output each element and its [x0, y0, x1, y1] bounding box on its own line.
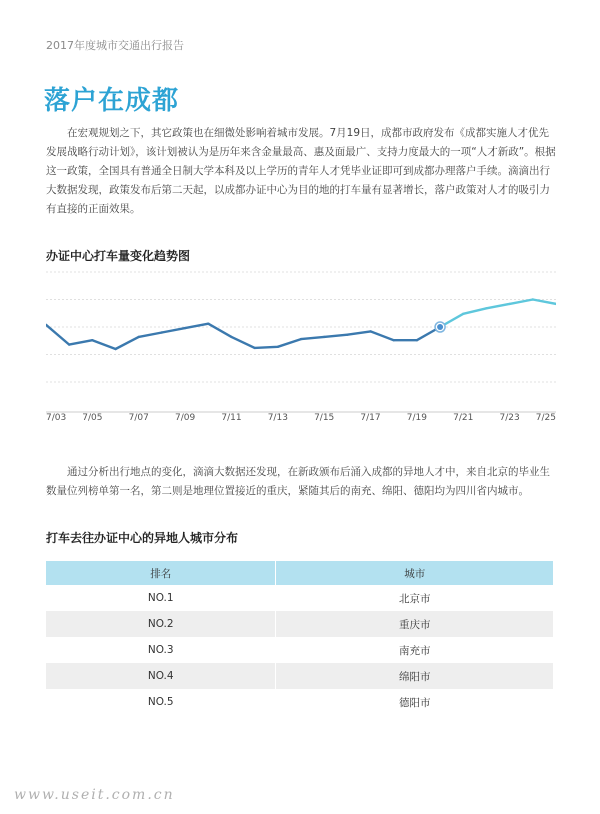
data-point — [277, 346, 279, 348]
rank-cell: NO.2 — [46, 611, 276, 637]
data-point — [416, 339, 418, 341]
data-point — [532, 298, 534, 300]
x-tick-label: 7/09 — [174, 413, 196, 423]
analysis-paragraph: 通过分析出行地点的变化，滴滴大数据还发现，在新政颁布后涌入成都的异地人才中，来自北京的毕业生数量位列榜单第一名，第二则是地理位置接近的重庆，紧随其后的南充、绵阳、德阳均为四川省内城市。 — [46, 466, 550, 497]
city-cell: 绵阳市 — [276, 663, 553, 689]
data-point — [462, 313, 464, 315]
table-row — [46, 637, 553, 663]
data-point — [114, 348, 116, 350]
city-cell: 德阳市 — [398, 696, 431, 709]
data-point — [300, 338, 302, 340]
city-cell: 南充市 — [398, 644, 431, 657]
data-point — [207, 323, 209, 325]
x-tick-label: 7/17 — [360, 413, 381, 423]
header-city: 城市 — [276, 561, 553, 585]
x-tick-label: 7/21 — [453, 413, 474, 423]
data-point — [508, 303, 510, 305]
rank-cell: NO.1 — [46, 585, 276, 611]
watermark: www.useit.com.cn — [14, 787, 175, 803]
rank-cell: NO.5 — [46, 689, 276, 715]
data-point — [393, 339, 395, 341]
series-line-before — [46, 324, 440, 349]
chart-svg — [46, 262, 556, 430]
data-point — [369, 330, 371, 332]
data-point — [161, 331, 163, 333]
table-title: 打车去往办证中心的异地人城市分布 — [46, 531, 239, 545]
intro-paragraph: 在宏观规划之下，其它政策也在细微处影响着城市发展。7月19日，成都市政府发布《成都实施人才优先发展战略行动计划》，该计划被认为是历年来含金量最高、惠及面最广、支持力度最大的一项“人才新政”。根据这一政策，全国具有普通全日制大学本科及以上学历的青年人才凭毕业证即可到成都办理落户手续。滴滴出行大数据发现，政策发布后第二天起，以成都办证中心为目的地的打车量有显著增长，落户政策对人才的吸引力有直接的正面效果。 — [46, 127, 556, 215]
rank-cell: NO.4 — [46, 663, 276, 689]
data-point — [91, 339, 93, 341]
x-tick-label: 7/11 — [221, 413, 242, 423]
x-tick-label: 7/13 — [267, 413, 288, 423]
table-row — [46, 689, 553, 715]
page-title: 落户在成都 — [44, 86, 180, 116]
data-point — [68, 343, 70, 345]
report-header: 2017年度城市交通出行报告 — [46, 39, 184, 52]
table-row — [46, 585, 553, 611]
x-tick-label: 7/07 — [128, 413, 149, 423]
data-point — [230, 336, 232, 338]
table-header-row — [46, 561, 553, 585]
series-line-after — [440, 300, 556, 328]
highlight-point — [437, 324, 443, 330]
table-row — [46, 611, 553, 637]
data-point — [323, 336, 325, 338]
x-tick-label: 7/05 — [82, 413, 103, 423]
chart-title: 办证中心打车量变化趋势图 — [46, 249, 191, 263]
data-point — [138, 336, 140, 338]
city-cell: 重庆市 — [276, 611, 553, 637]
data-point — [253, 347, 255, 349]
data-point — [485, 307, 487, 309]
x-tick-label: 7/23 — [499, 413, 520, 423]
header-rank: 排名 — [46, 561, 276, 585]
x-tick-label: 7/15 — [314, 413, 335, 423]
trend-line-chart — [46, 262, 556, 430]
data-point — [346, 334, 348, 336]
city-cell: 北京市 — [398, 592, 431, 605]
x-tick-label: 7/25 — [535, 413, 556, 423]
rank-cell: NO.3 — [46, 637, 276, 663]
x-tick-label: 7/03 — [46, 413, 67, 423]
x-tick-label: 7/19 — [406, 413, 428, 423]
data-point — [184, 327, 186, 329]
table-row — [46, 663, 553, 689]
city-ranking-table — [46, 561, 553, 715]
